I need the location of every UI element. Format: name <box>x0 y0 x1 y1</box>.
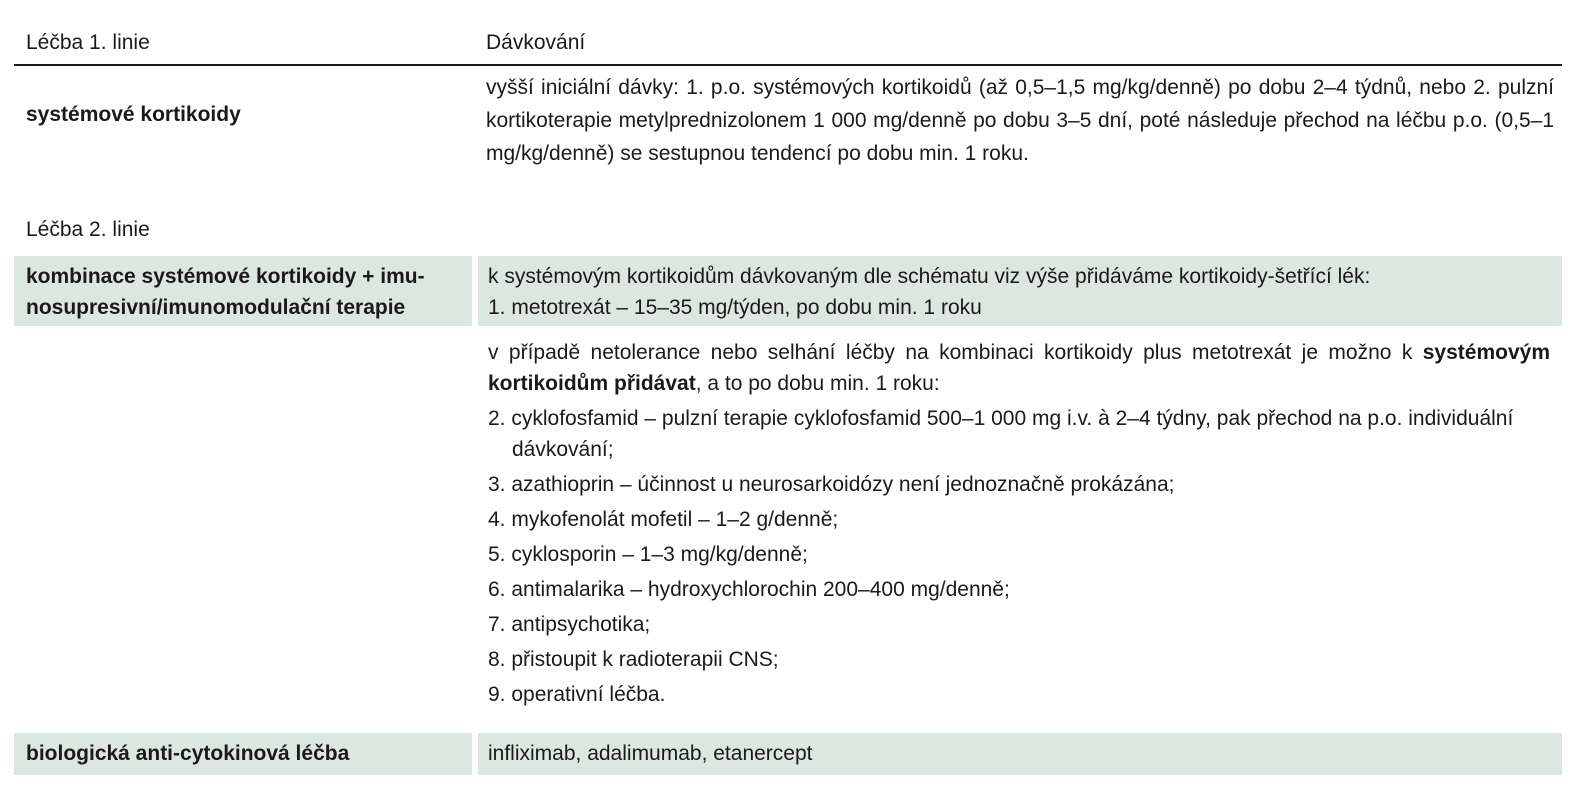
first-line-drug: systémové kortikoidy <box>26 103 241 126</box>
list-item: 4. mykofenolát mofetil – 1–2 g/denně; <box>488 508 839 531</box>
list-item: 8. přistoupit k radioterapii CNS; <box>488 648 779 671</box>
alternatives-name-cell <box>14 331 472 728</box>
table-header <box>14 28 1562 66</box>
second-line-heading: Léčba 2. linie <box>26 218 150 241</box>
alternatives-intro <box>488 337 1550 399</box>
alternatives-content <box>488 337 1550 714</box>
alternatives-dosage-cell <box>478 331 1562 728</box>
combination-name-line2: nosupresivní/imunomodulační terapie <box>26 296 406 319</box>
biologic-name-cell <box>14 733 472 775</box>
list-item: 5. cyklosporin – 1–3 mg/kg/denně; <box>488 543 808 566</box>
alternatives-intro-bold: systémovým kortikoidům přidávat <box>488 341 1550 395</box>
biologic-name: biologická anti-cytokinová léčba <box>26 742 350 765</box>
list-item: 9. operativní léčba. <box>488 683 666 706</box>
header-dosage-label: Dávkování <box>486 31 586 54</box>
biologic-dosage: infliximab, adalimumab, etanercept <box>488 742 813 765</box>
first-line-row <box>14 68 1562 174</box>
combination-dosage-line2: 1. metotrexát – 15–35 mg/týden, po dobu min. 1 roku <box>488 296 982 319</box>
list-item: 2. cyklofosfamid – pulzní terapie cyklofosfamid 500–1 000 mg i.v. à 2–4 týdny, pak přechod na p.o. individuální dávkování; <box>488 407 1514 461</box>
combination-dosage-line1: k systémovým kortikoidům dávkovaným dle schématu viz výše přidáváme kortikoidy-šetřící lék: <box>488 265 1371 288</box>
combination-dosage-cell <box>478 256 1562 326</box>
combination-name-line1: kombinace systémové kortikoidy + imu- <box>26 265 425 288</box>
biologic-dosage-cell <box>478 733 1562 775</box>
alternatives-intro-before: v případě netolerance nebo selhání léčby na kombinaci kortikoidy plus metotrexát je možno k <box>488 341 1423 364</box>
combination-name-cell <box>14 256 472 326</box>
alternatives-intro-after: , a to po dobu min. 1 roku: <box>695 372 940 395</box>
list-item: 7. antipsychotika; <box>488 613 651 636</box>
header-treatment-label: Léčba 1. linie <box>26 31 150 54</box>
list-item: 6. antimalarika – hydroxychlorochin 200–400 mg/denně; <box>488 578 1010 601</box>
combination-name <box>26 261 425 323</box>
list-item: 3. azathioprin – účinnost u neurosarkoidózy není jednoznačně prokázána; <box>488 473 1175 496</box>
first-line-dosage: vyšší iniciální dávky: 1. p.o. systémových kortikoidů (až 0,5–1,5 mg/kg/denně) po dobu 2–4 týdnů, nebo 2. pulzní kortikoterapie metylprednizolonem 1 000 mg/denně po dobu 3–5 dní, poté následuje přechod na léčbu p.o. (0,5–1 mg/kg/denně) se sestupnou tendencí po dobu min. 1 roku. <box>486 76 1554 165</box>
combination-dosage <box>488 261 1370 323</box>
